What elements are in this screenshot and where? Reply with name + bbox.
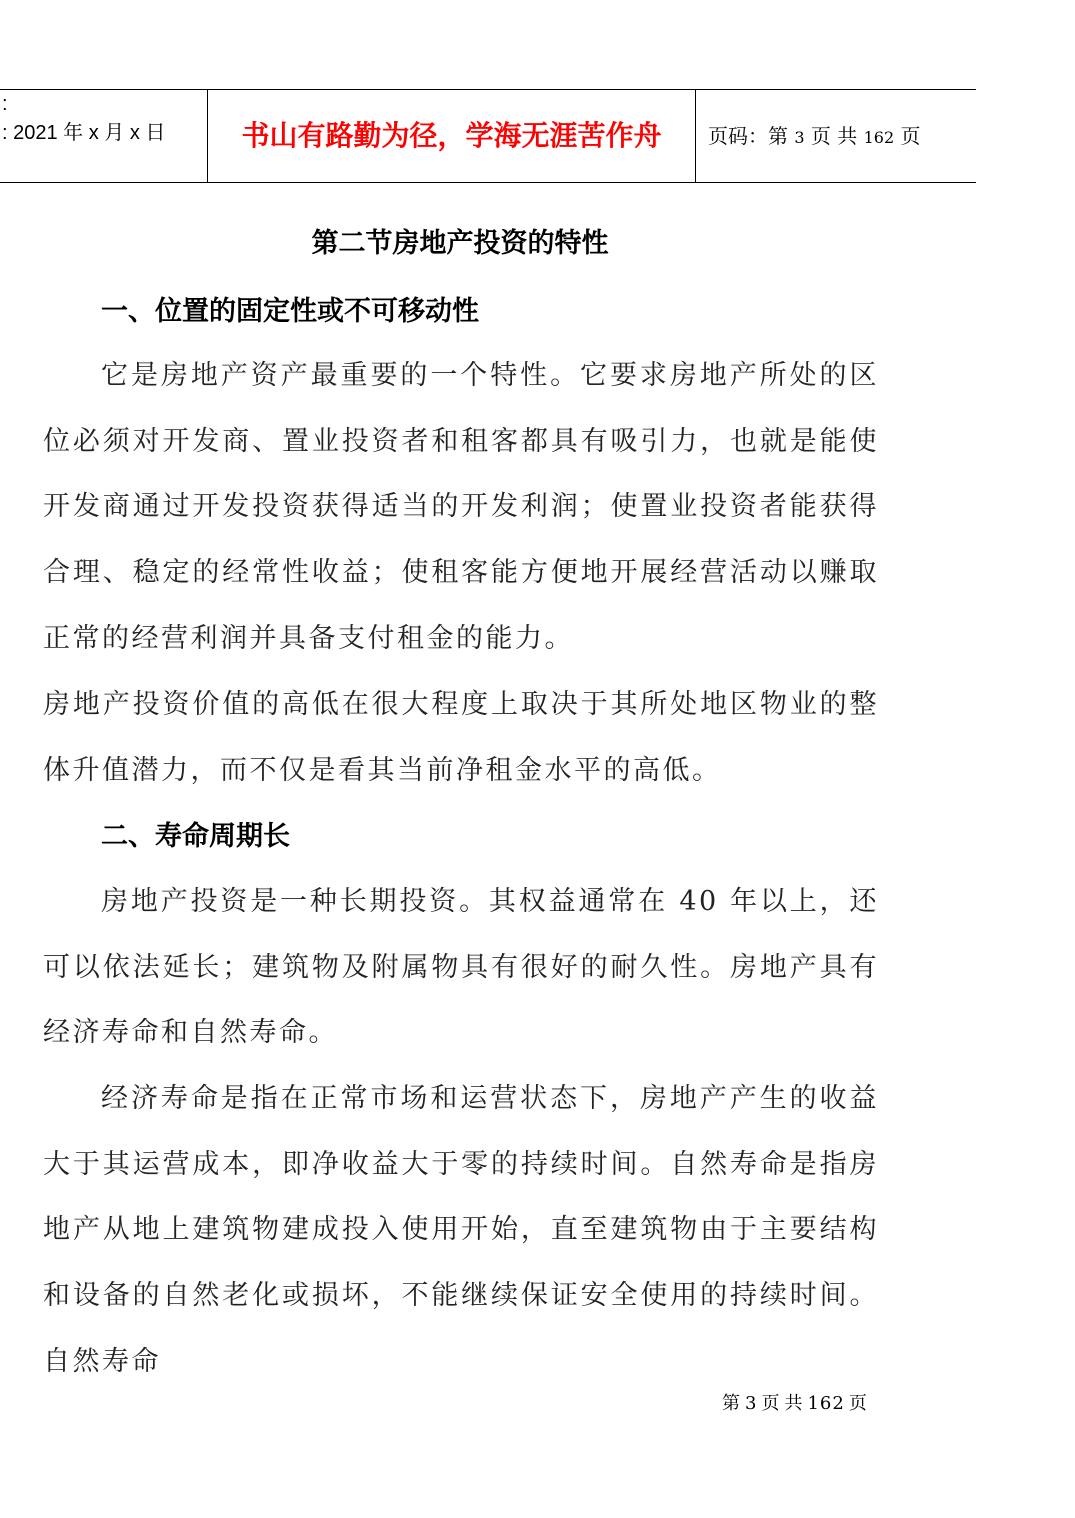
footer-total: 162 xyxy=(807,1393,845,1414)
header-motto-cell xyxy=(208,90,696,182)
paragraph-location: 它是房地产资产最重要的一个特性。它要求房地产所处的区位必须对开发商、置业投资者和租客都具有吸引力，也就是能使开发商通过开发投资获得适当的开发利润；使置业投资者能获得合理、稳定的经常性收益；使租客能方便地开展经营活动以赚取正常的经营利润并具备支付租金的能力。 xyxy=(43,360,879,654)
footer-word-1: 第 xyxy=(722,1393,741,1414)
heading-lifespan: 二、寿命周期长 xyxy=(101,821,290,852)
header-page-info xyxy=(708,122,921,152)
paragraph-economic-life: 经济寿命是指在正常市场和运营状态下，房地产产生的收益大于其运营成本，即净收益大于零的持续时间。自然寿命是指房地产从地上建筑物建成投入使用开始，直至建筑物由于主要结构和设备的自然老化或损坏，不能继续保证安全使用的持续时间。自然寿命 xyxy=(43,1083,879,1377)
header-colon: : xyxy=(2,93,8,115)
page-current: 3 xyxy=(794,128,805,147)
page-suffix: 页 xyxy=(894,124,921,148)
footer-current: 3 xyxy=(745,1393,758,1414)
paragraph-value: 房地产投资价值的高低在很大程度上取决于其所处地区物业的整体升值潜力，而不仅是看其当前净租金水平的高低。 xyxy=(43,689,879,786)
paragraph-lifespan: 房地产投资是一种长期投资。其权益通常在 40 年以上，还可以依法延长；建筑物及附属物具有很好的耐久性。房地产具有经济寿命和自然寿命。 xyxy=(43,886,879,1049)
header-page-cell xyxy=(696,90,976,182)
footer-word-4: 页 xyxy=(848,1393,868,1414)
page-footer xyxy=(722,1390,872,1418)
heading-location: 一、位置的固定性或不可移动性 xyxy=(101,296,479,327)
section-title: 第二节房地产投资的特性 xyxy=(311,228,609,259)
header-date-cell xyxy=(0,90,208,182)
page-prefix: 页码：第 xyxy=(708,124,795,148)
footer-word-2: 页 xyxy=(761,1393,781,1414)
header-date: : 2021 年 x 月 x 日 xyxy=(2,122,166,144)
page-header xyxy=(0,89,976,183)
page-mid: 页 共 xyxy=(804,124,864,148)
header-motto: 书山有路勤为径，学海无涯苦作舟 xyxy=(241,119,662,152)
footer-word-3: 共 xyxy=(784,1393,804,1414)
page-total: 162 xyxy=(863,128,895,147)
